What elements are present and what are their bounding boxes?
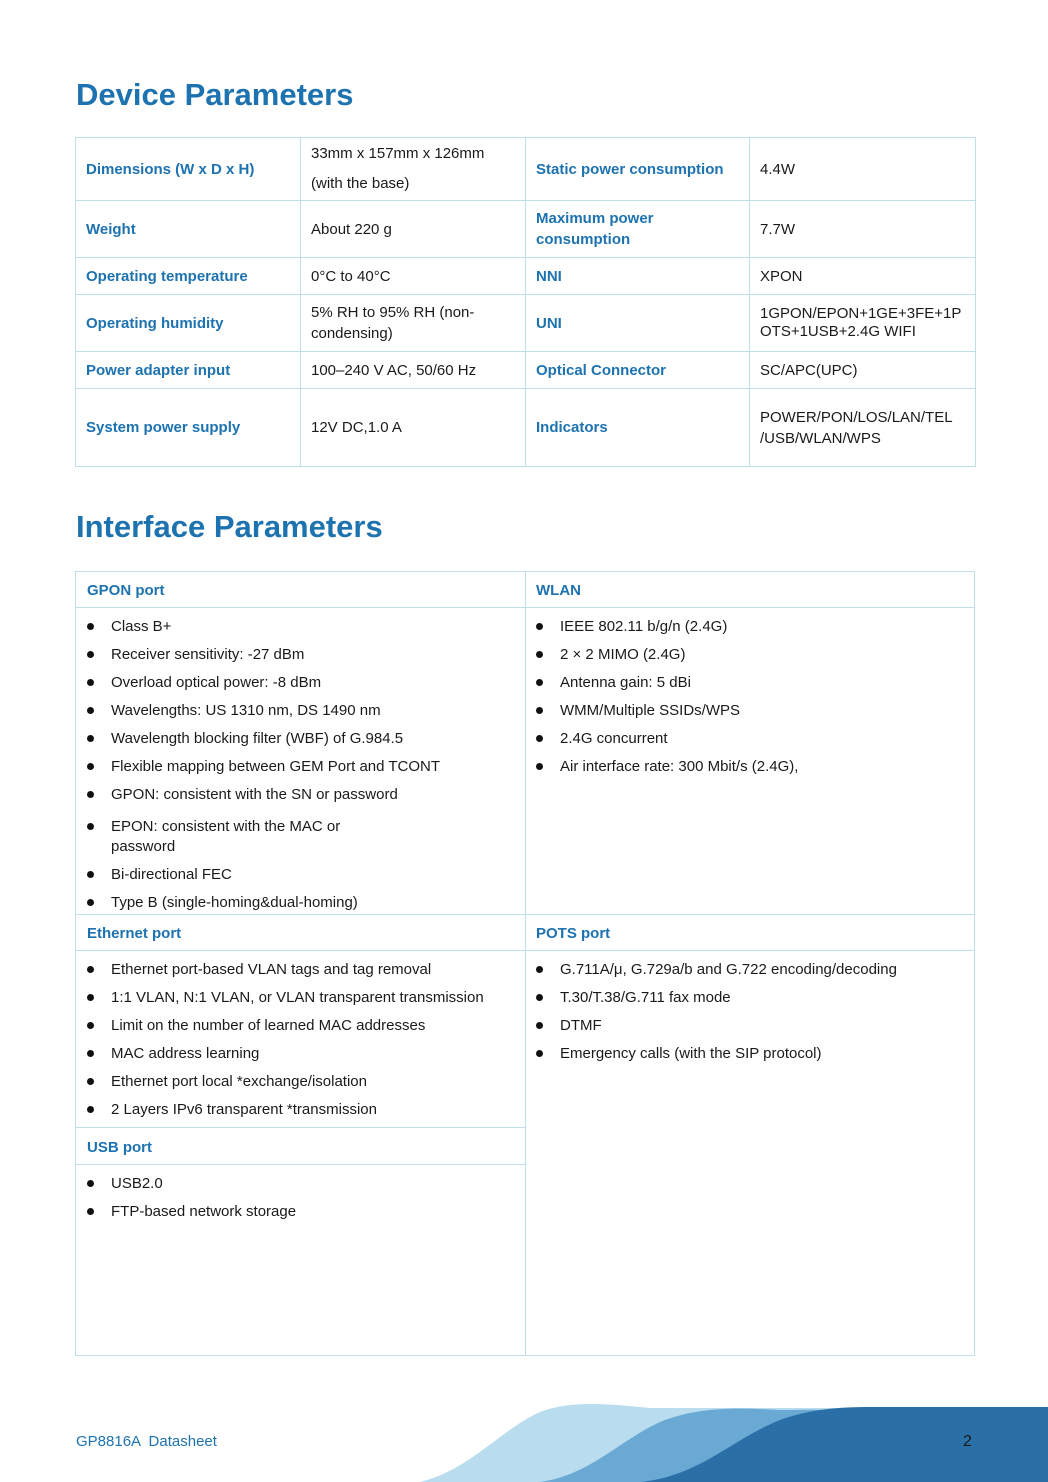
list-item: GPON: consistent with the SN or password [86, 786, 506, 804]
param-value-line: condensing) [311, 325, 393, 342]
list-item: Limit on the number of learned MAC addresses [86, 1017, 516, 1035]
param-label: Operating humidity [76, 295, 301, 352]
list-item: EPON: consistent with the MAC or [86, 818, 506, 836]
list-item: WMM/Multiple SSIDs/WPS [535, 702, 965, 720]
param-label-line: Maximum power [536, 210, 654, 227]
list-item: Type B (single-homing&dual-homing) [86, 894, 506, 912]
param-value: SC/APC(UPC) [750, 352, 976, 389]
list-item: Wavelength blocking filter (WBF) of G.984.5 [86, 730, 506, 748]
list-item: T.30/T.38/G.711 fax mode [535, 989, 965, 1007]
param-label: Power adapter input [76, 352, 301, 389]
param-label: Weight [76, 201, 301, 258]
ethernet-port-heading: Ethernet port [87, 925, 182, 942]
list-item: 2.4G concurrent [535, 730, 965, 748]
pots-port-heading: POTS port [536, 925, 611, 942]
param-value-line: OTS+1USB+2.4G WIFI [760, 323, 916, 340]
list-item: Antenna gain: 5 dBi [535, 674, 965, 692]
list-item: Air interface rate: 300 Mbit/s (2.4G), [535, 758, 965, 776]
param-value: 7.7W [750, 201, 976, 258]
param-label: System power supply [76, 389, 301, 467]
list-item: 2 Layers IPv6 transparent *transmission [86, 1101, 516, 1119]
list-item: FTP-based network storage [86, 1203, 516, 1221]
param-value-line: (with the base) [311, 175, 410, 192]
list-item: IEEE 802.11 b/g/n (2.4G) [535, 618, 965, 636]
param-label: Operating temperature [76, 258, 301, 295]
list-item-continuation: password [111, 838, 176, 855]
list-item: Wavelengths: US 1310 nm, DS 1490 nm [86, 702, 506, 720]
page-number: 2 [963, 1433, 972, 1450]
list-item: Ethernet port local *exchange/isolation [86, 1073, 516, 1091]
param-value: 4.4W [750, 138, 976, 201]
param-value-line: 33mm x 157mm x 126mm [311, 145, 485, 162]
list-item: 2 × 2 MIMO (2.4G) [535, 646, 965, 664]
param-label: UNI [526, 295, 750, 352]
param-value-line: 5% RH to 95% RH (non- [311, 304, 475, 321]
usb-port-heading: USB port [87, 1139, 152, 1156]
wlan-heading: WLAN [536, 582, 581, 599]
list-item: Overload optical power: -8 dBm [86, 674, 506, 692]
list-item: Receiver sensitivity: -27 dBm [86, 646, 506, 664]
list-item: Class B+ [86, 618, 506, 636]
param-value: XPON [750, 258, 976, 295]
gpon-port-heading: GPON port [87, 582, 165, 599]
list-item: Bi-directional FEC [86, 866, 506, 884]
param-label: Static power consumption [526, 138, 750, 201]
list-item: Ethernet port-based VLAN tags and tag removal [86, 961, 516, 979]
param-value-line: POWER/PON/LOS/LAN/TEL [760, 408, 953, 426]
list-item: MAC address learning [86, 1045, 516, 1063]
list-item: Flexible mapping between GEM Port and TCONT [86, 758, 506, 776]
param-value: About 220 g [301, 201, 526, 258]
list-item: G.711A/μ, G.729a/b and G.722 encoding/decoding [535, 961, 965, 979]
interface-parameters-title: Interface Parameters [76, 509, 383, 544]
list-item: DTMF [535, 1017, 965, 1035]
param-value-line: 1GPON/EPON+1GE+3FE+1P [760, 305, 962, 322]
footer-document-name: GP8816A Datasheet [76, 1433, 217, 1450]
list-item: USB2.0 [86, 1175, 516, 1193]
list-item: 1:1 VLAN, N:1 VLAN, or VLAN transparent transmission [86, 989, 516, 1007]
param-label: Optical Connector [526, 352, 750, 389]
param-value-line: /USB/WLAN/WPS [760, 429, 881, 447]
param-label-line: consumption [536, 231, 631, 248]
param-value: 100–240 V AC, 50/60 Hz [301, 352, 526, 389]
param-value: 0°C to 40°C [301, 258, 526, 295]
param-value: 12V DC,1.0 A [301, 389, 526, 467]
param-label: NNI [526, 258, 750, 295]
param-label: Dimensions (W x D x H) [76, 138, 301, 201]
param-label: Indicators [526, 389, 750, 467]
device-parameters-title: Device Parameters [76, 77, 354, 112]
list-item: Emergency calls (with the SIP protocol) [535, 1045, 965, 1063]
